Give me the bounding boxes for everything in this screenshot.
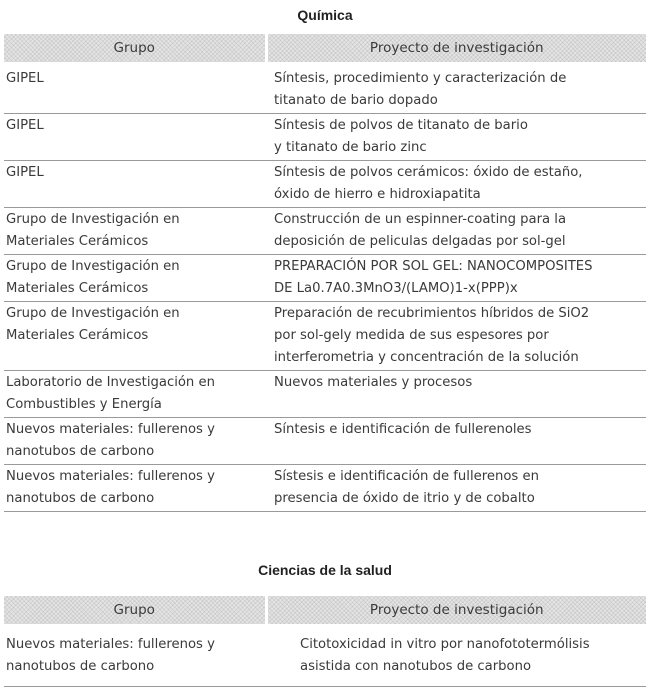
cell-project: Síntesis e identificación de fullerenoles xyxy=(266,418,646,465)
column-header-proyecto: Proyecto de investigación xyxy=(266,596,646,624)
cell-group: Nuevos materiales: fullerenos y nanotubos de carbono xyxy=(4,624,266,687)
cell-project: PREPARACIÓN POR SOL GEL: NANOCOMPOSITES DE La0.7A0.3MnO3/(LAMO)1-x(PPP)x xyxy=(266,255,646,302)
section-title-quimica: Química xyxy=(297,7,353,23)
table-header-row xyxy=(4,34,646,62)
cell-project: Síntesis de polvos cerámicos: óxido de estaño, óxido de hierro e hidroxiapatita xyxy=(266,161,646,208)
cell-group: Nuevos materiales: fullerenos y nanotubos de carbono xyxy=(4,465,266,512)
cell-group: Grupo de Investigación en Materiales Cerámicos xyxy=(4,255,266,302)
table-row xyxy=(4,624,646,687)
table-row xyxy=(4,62,646,114)
table-quimica xyxy=(4,34,646,512)
cell-project: Preparación de recubrimientos híbridos de SiO2 por sol-gely medida de sus espesores por interferometria y concentración de la solución xyxy=(266,302,646,371)
table-row xyxy=(4,465,646,512)
cell-group: GIPEL xyxy=(4,114,266,161)
cell-group: Nuevos materiales: fullerenos y nanotubos de carbono xyxy=(4,418,266,465)
cell-project: Síntesis, procedimiento y caracterización de titanato de bario dopado xyxy=(266,62,646,114)
table-row xyxy=(4,208,646,255)
cell-project: Nuevos materiales y procesos xyxy=(266,371,646,418)
cell-project: Síntesis de polvos de titanato de bario y titanato de bario zinc xyxy=(266,114,646,161)
table-row xyxy=(4,371,646,418)
cell-project: Citotoxicidad in vitro por nanofototermólisis asistida con nanotubos de carbono xyxy=(266,624,646,687)
column-header-grupo: Grupo xyxy=(4,596,266,624)
cell-group: Laboratorio de Investigación en Combustibles y Energía xyxy=(4,371,266,418)
table-ciencias-salud xyxy=(4,596,646,687)
column-header-grupo: Grupo xyxy=(4,34,266,62)
cell-group: Grupo de Investigación en Materiales Cerámicos xyxy=(4,208,266,255)
table-row xyxy=(4,302,646,371)
cell-group: GIPEL xyxy=(4,62,266,114)
column-header-proyecto: Proyecto de investigación xyxy=(266,34,646,62)
table-row xyxy=(4,418,646,465)
cell-project: Construcción de un espinner-coating para la deposición de peliculas delgadas por sol-gel xyxy=(266,208,646,255)
table-header-row xyxy=(4,596,646,624)
cell-project: Sístesis e identificación de fullerenos en presencia de óxido de itrio y de cobalto xyxy=(266,465,646,512)
table-row xyxy=(4,114,646,161)
table-row xyxy=(4,161,646,208)
section-title-ciencias-salud: Ciencias de la salud xyxy=(258,562,392,578)
table-row xyxy=(4,255,646,302)
cell-group: GIPEL xyxy=(4,161,266,208)
cell-group: Grupo de Investigación en Materiales Cerámicos xyxy=(4,302,266,371)
